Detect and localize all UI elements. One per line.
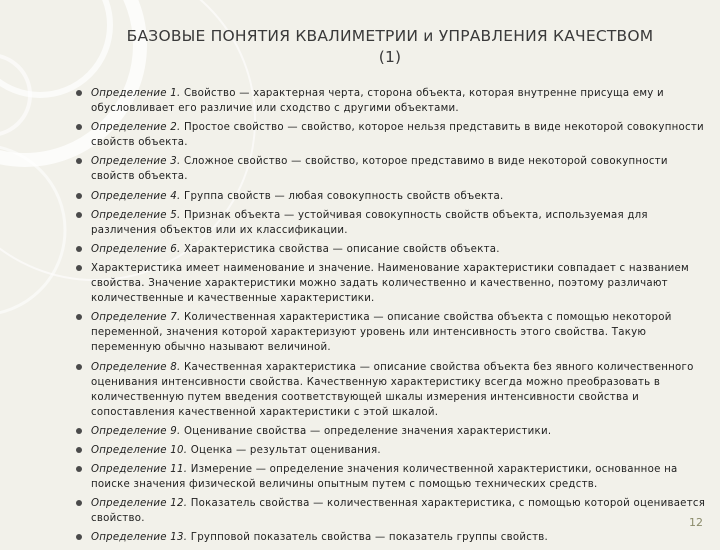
- definition-term: Определение 12.: [91, 498, 188, 510]
- bullet-icon: [76, 246, 82, 252]
- definition-text: Группа свойств — любая совокупность свойств объекта.: [180, 190, 504, 202]
- list-item: [76, 530, 712, 545]
- bullet-icon: [76, 500, 82, 506]
- definitions-list: [76, 86, 712, 550]
- list-item: [76, 261, 712, 306]
- definition-text: Характеристика имеет наименование и значение. Наименование характеристики совпадает с названием свойства. Значение характеристики можно задать количественно и качественно, поэтому различают количественные и качественные характеристики.: [91, 262, 689, 305]
- list-item: [76, 360, 712, 420]
- definition-term: Определение 10.: [91, 444, 188, 456]
- list-item: [76, 120, 712, 150]
- list-item: [76, 424, 712, 439]
- definition-text: Признак объекта — устойчивая совокупность свойств объекта, используемая для различения объектов или их классификации.: [91, 209, 648, 236]
- list-item: [76, 208, 712, 238]
- list-item: [76, 462, 712, 492]
- definition-term: Определение 13.: [91, 532, 188, 544]
- definition-text: Оценивание свойства — определение значения характеристики.: [180, 425, 552, 437]
- bullet-icon: [76, 428, 82, 434]
- bullet-icon: [76, 193, 82, 199]
- list-item: [76, 86, 712, 116]
- definition-text: Количественная характеристика — описание свойства объекта с помощью некоторой переменной, значения которой характеризуют уровень или интенсивность этого свойства. Такую переменную обычно называют величиной.: [91, 312, 672, 354]
- definition-text: Оценка — результат оценивания.: [187, 444, 381, 456]
- definition-term: Определение 9.: [91, 425, 181, 437]
- list-item: [76, 189, 712, 204]
- bullet-icon: [76, 466, 82, 472]
- list-item: [76, 154, 712, 184]
- definition-text: Простое свойство — свойство, которое нельзя представить в виде некоторой совокупности свойств объекта.: [91, 122, 704, 149]
- definition-text: Показатель свойства — количественная характеристика, с помощью которой оценивается свойство.: [91, 498, 706, 525]
- slide-title: БАЗОВЫЕ ПОНЯТИЯ КВАЛИМЕТРИИ и УПРАВЛЕНИЯ КАЧЕСТВОМ (1): [126, 27, 654, 66]
- definition-term: Определение 3.: [91, 156, 181, 168]
- bullet-icon: [76, 90, 82, 96]
- definition-text: Измерение — определение значения количественной характеристики, основанное на поиске значения физической величины опытным путем с помощью технических средств.: [91, 464, 678, 491]
- definition-text: Свойство — характерная черта, сторона объекта, которая внутренне присуща ему и обусловливает его различие или сходство с другими объектами.: [91, 88, 664, 115]
- bullet-icon: [76, 364, 82, 370]
- bullet-icon: [76, 314, 82, 320]
- definition-term: Определение 7.: [91, 312, 181, 324]
- list-item: [76, 310, 712, 355]
- definition-term: Определение 4.: [91, 190, 181, 202]
- definition-text: Характеристика свойства — описание свойств объекта.: [180, 243, 500, 255]
- bullet-icon: [76, 212, 82, 218]
- bullet-icon: [76, 124, 82, 130]
- bullet-icon: [76, 158, 82, 164]
- definition-term: Определение 8.: [91, 361, 181, 373]
- definition-term: Определение 5.: [91, 209, 181, 221]
- list-item: [76, 443, 712, 458]
- bullet-icon: [76, 265, 82, 271]
- definition-term: Определение 11.: [91, 464, 188, 476]
- page-number: 12: [689, 516, 703, 529]
- list-item: [76, 496, 712, 526]
- bullet-icon: [76, 447, 82, 453]
- definition-text: Качественная характеристика — описание свойства объекта без явного количественного оценивания интенсивности свойства. Качественную характеристику всегда можно преобразовать в количественную путем введения соответствующей шкалы измерения интенсивности свойства и сопоставления качественной характеристики с этой шкалой.: [91, 361, 694, 418]
- definition-term: Определение 6.: [91, 243, 181, 255]
- definition-text: Сложное свойство — свойство, которое представимо в виде некоторой совокупности свойств объекта.: [91, 156, 668, 183]
- definition-term: Определение 2.: [91, 122, 181, 134]
- definition-text: Групповой показатель свойства — показатель группы свойств.: [187, 532, 549, 544]
- definition-term: Определение 1.: [91, 88, 181, 99]
- list-item: [76, 242, 712, 257]
